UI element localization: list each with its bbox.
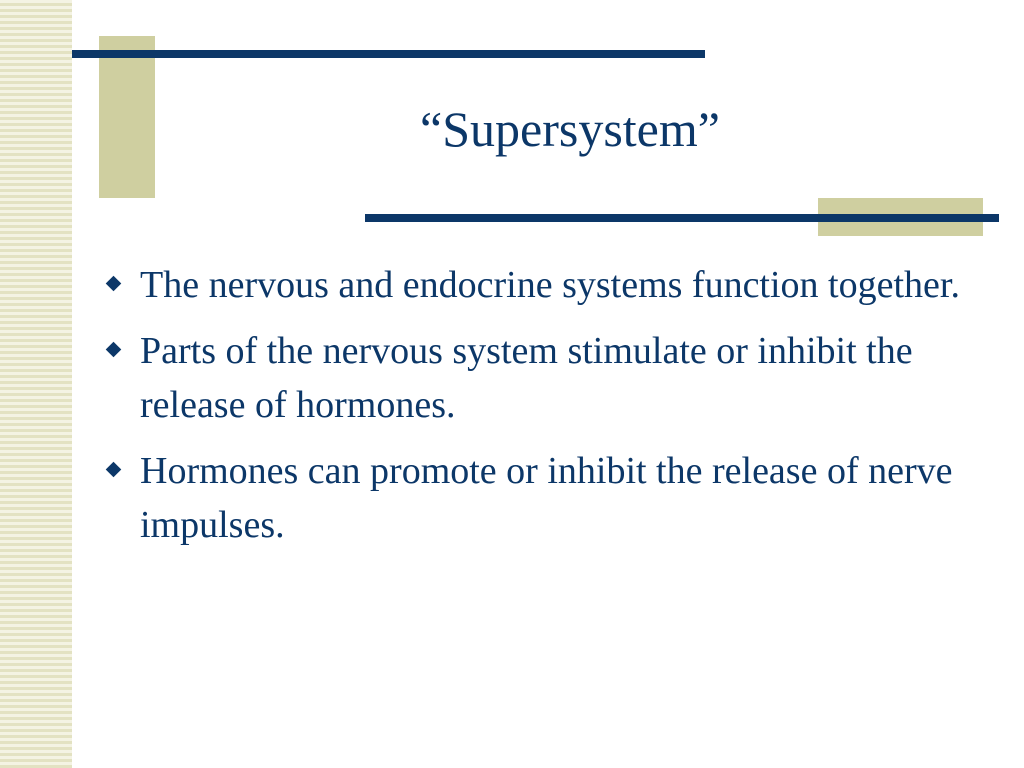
bullet-text: The nervous and endocrine systems function together. (140, 264, 960, 306)
bottom-title-rule (365, 214, 999, 222)
slide-title: “Supersystem” (420, 101, 720, 157)
bullet-list (108, 258, 978, 564)
tall-accent-block (99, 36, 155, 198)
left-stripe-border (0, 0, 72, 768)
bullet-item (108, 324, 978, 432)
bullet-text: Hormones can promote or inhibit the release of nerve impulses. (140, 450, 953, 546)
bullet-item (108, 258, 978, 312)
top-title-rule (72, 50, 705, 58)
bullet-text: Parts of the nervous system stimulate or inhibit the release of hormones. (140, 330, 913, 426)
diamond-bullet-icon (106, 342, 122, 358)
bullet-item (108, 444, 978, 552)
diamond-bullet-icon (106, 462, 122, 478)
diamond-bullet-icon (106, 276, 122, 292)
